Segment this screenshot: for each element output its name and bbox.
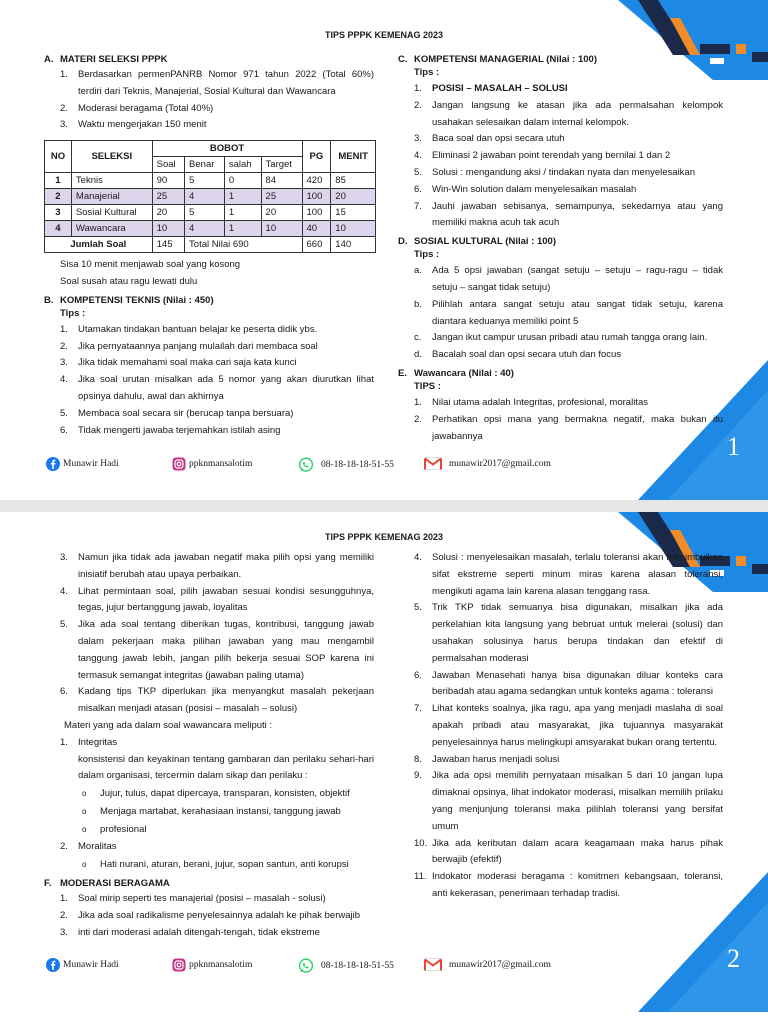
list-item: 2. Perhatikan opsi mana yang bermakna negatif, maka bukan itu jawabannya xyxy=(414,413,723,442)
list-item: o profesional xyxy=(82,824,147,836)
gmail-icon xyxy=(424,958,442,971)
list-item: 2. Moderasi beragama (Total 40%) xyxy=(60,102,214,114)
list-item: o Hati nurani, aturan, berani, jujur, sopan santun, anti korupsi xyxy=(82,858,349,870)
table-row: 1 Teknis 90 5 0 84 420 85 xyxy=(45,173,376,189)
list-item: 1. Integritas xyxy=(60,736,118,748)
list-item: d. Bacalah soal dan opsi secara utuh dan focus xyxy=(414,349,622,361)
list-item: o Menjaga martabat, kerahasiaan instansi, tanggung jawab xyxy=(82,806,341,818)
list-item: 7. Lihat konteks soalnya, jika ragu, apa yang menjadi maslaha di soal apakah pribadi atau masyarakat, jika tujuannya masyarakat penyelesainnya harus melingkupi amsyarakat bukan orang tertentu. xyxy=(414,703,723,748)
right-column xyxy=(398,50,723,445)
section-c-list xyxy=(414,81,723,232)
th-soal: Soal xyxy=(152,157,184,173)
th-menit: MENIT xyxy=(331,141,376,173)
note: Sisa 10 menit menjawab soal yang kosong xyxy=(60,259,241,271)
th-seleksi: SELEKSI xyxy=(71,141,152,173)
list-item: 3. inti dari moderasi adalah ditengah-tengah, tidak ekstreme xyxy=(60,926,320,938)
list-item: 3. Baca soal dan opsi secara utuh xyxy=(414,133,565,145)
left-column xyxy=(44,550,374,941)
footer xyxy=(46,958,606,974)
list-item: 3. Namun jika tidak ada jawaban negatif maka pilih opsi yang memiliki inisiatif berubah atau upaya perbaikan. xyxy=(60,552,374,580)
tips-label: TIPS : xyxy=(414,380,441,392)
th-target: Target xyxy=(261,157,302,173)
gmail-icon xyxy=(424,457,442,470)
list-item: 1. POSISI – MASALAH – SOLUSI xyxy=(414,83,568,94)
list-item: 2. Jika ada soal radikalisme penyelesainnya adalah ke pihak berwajib xyxy=(60,909,361,921)
footer-instagram: ppknmansalotim xyxy=(172,958,252,972)
footer-phone: 08-18-18-18-51-55 xyxy=(298,958,394,974)
th-benar: Benar xyxy=(185,157,225,173)
footer-phone: 08-18-18-18-51-55 xyxy=(298,457,394,473)
footer xyxy=(46,457,606,473)
list-item: b. Pilihlah antara sangat setuju atau sangat tidak setuju, karena diantara keduanya memiliki point 5 xyxy=(414,298,723,327)
list-item: 6. Jawaban Menasehati hanya bisa digunakan diluar konteks cara beribadah atau agama sedangkan untuk konteks agama : toleransi xyxy=(414,669,723,698)
list-item: 4. Solusi : menyelesaikan masalah, terlalu toleransi akan menimbulkan sifat ekstreme seperti minum miras karena alasan toleransi, mengikuti agama lain karena alasan tenggang rasa. xyxy=(414,552,723,597)
list-item: o Jujur, tulus, dapat dipercaya, transparan, konsisten, objektif xyxy=(82,788,350,800)
list-item: c. Jangan ikut campur urusan pribadi atau rumah tangga orang lain. xyxy=(414,332,708,344)
tips-label: Tips : xyxy=(60,307,86,319)
section-a-heading: A. MATERI SELEKSI PPPK xyxy=(44,54,168,65)
list-item: 5. Solusi : mengandung aksi / tindakan nyata dan menyelesaikan xyxy=(414,166,696,178)
footer-email: munawir2017@gmail.com xyxy=(424,958,551,971)
section-f-list xyxy=(60,891,374,941)
moderasi-tips-list xyxy=(414,550,723,903)
section-e-heading: E. Wawancara (Nilai : 40) xyxy=(398,367,514,379)
table-row: 4 Wawancara 10 4 1 10 40 10 xyxy=(45,221,376,237)
materi-list xyxy=(60,735,374,752)
th-bobot: BOBOT xyxy=(152,141,302,157)
list-item: 2. Jika pernyataannya panjang mulailah dari membaca soal xyxy=(60,340,318,352)
page-2 xyxy=(0,512,768,1012)
integritas-bullets xyxy=(82,785,374,839)
table-row: 3 Sosial Kultural 20 5 1 20 100 15 xyxy=(45,205,376,221)
list-item: 3. Waktu mengerjakan 150 menit xyxy=(60,119,207,131)
instagram-icon xyxy=(172,958,186,972)
bobot-table xyxy=(44,140,376,253)
list-item: 6. Kadang tips TKP diperlukan jika menyangkut masalah pekerjaan misalkan menjadi atasan (posisi – masalah – solusi) xyxy=(60,686,374,715)
list-item: 9. Jika ada opsi memilih pernyataan misalkan 5 dari 10 jangan lupa dimaknai opsinya, lihat indokator moderasi, misalkan memilih prilaku yang menjunjung toleransi maka pilihlah toleransi yang bersifat umum xyxy=(414,770,723,832)
left-column xyxy=(44,50,374,439)
section-d-heading: D. SOSIAL KULTURAL (Nilai : 100) xyxy=(398,236,556,248)
list-item: 1. Nilai utama adalah Integritas, profesional, moralitas xyxy=(414,396,648,408)
tips-label: Tips : xyxy=(414,67,440,78)
table-total-row: Jumlah Soal 145 Total Nilai 690 660 140 xyxy=(45,237,376,253)
list-item: 2. Moralitas xyxy=(60,841,117,853)
list-item: 10. Jika ada keributan dalam acara keagamaan maka harus pihak berwajib (efektif) xyxy=(414,837,723,866)
table-row: 2 Manajerial 25 4 1 25 100 20 xyxy=(45,189,376,205)
list-item: 4. Lihat permintaan soal, pilih jawaban sesuai kondisi sesungguhnya, tegas, jujur bertanggung jawab, loyalitas xyxy=(60,585,374,614)
right-column xyxy=(398,550,723,903)
list-item: 1. Utamakan tindakan bantuan belajar ke peserta didik ybs. xyxy=(60,323,318,335)
footer-email: munawir2017@gmail.com xyxy=(424,457,551,470)
footer-instagram: ppknmansalotim xyxy=(172,457,252,471)
th-pg: PG xyxy=(302,141,331,173)
list-item: 8. Jawaban harus menjadi solusi xyxy=(414,753,560,765)
list-item: 6. Tidak mengerti jawaba terjemahkan istilah asing xyxy=(60,424,281,436)
footer-name: Munawir Hadi xyxy=(46,958,119,972)
moralitas-bullets xyxy=(82,856,374,874)
section-c-heading: C. KOMPETENSI MANAGERIAL (Nilai : 100) xyxy=(398,54,597,65)
materi-intro: Materi yang ada dalam soal wawancara meliputi : xyxy=(64,719,273,731)
whatsapp-icon xyxy=(298,958,314,974)
section-e-list xyxy=(414,395,723,445)
section-f-heading: F. MODERASI BERAGAMA xyxy=(44,877,170,889)
note: Soal susah atau ragu lewati dulu xyxy=(60,275,198,287)
list-item: 5. Trik TKP tidak semuanya bisa digunakan, misalkan jika ada perkelahian kita langsung yang bebruat untuk melerai (solusi) dan usahakan solusinya harus berupa tindakan dan efektif di permalsahan moderasi xyxy=(414,602,723,664)
materi-list-2 xyxy=(60,839,374,856)
page-number: 2 xyxy=(727,944,740,973)
list-item: 11. Indokator moderasi beragama : komitmen kebangsaan, toleransi, anti kekerasan, penerimaan terhadap tradisi. xyxy=(414,871,723,899)
page-divider xyxy=(0,500,768,512)
list-item: 1. Soal mirip seperti tes manajerial (posisi – masalah - solusi) xyxy=(60,892,326,904)
whatsapp-icon xyxy=(298,457,314,473)
integritas-desc: konsistensi dan keyakinan tentang gambaran dan perilaku sehari-hari dalam organisasi, tercermin dalam sikap dan perilaku : xyxy=(78,753,374,782)
page-1 xyxy=(0,0,768,500)
section-b-list xyxy=(60,322,374,440)
list-item: 5. Jika ada soal tentang diberikan tugas, kontribusi, tanggung jawab dalam pekerjaan maka pilihan jawaban yang mau mengambil tanggung jawab lebih, jangan pilih bekerja sesuai SOP karena ini termasuk semangat integritas (jawaban paling utama) xyxy=(60,619,374,681)
list-item: 4. Jika soal urutan misalkan ada 5 nomor yang akan diurutkan lihat opsinya dahulu, awal dan akhirnya xyxy=(60,374,374,402)
list-item: 6. Win-Win solution dalam menyelesaikan masalah xyxy=(414,183,637,195)
page-title: TIPS PPPK KEMENAG 2023 xyxy=(324,532,444,542)
list-item: 5. Membaca soal secara sir (berucap tanpa bersuara) xyxy=(60,407,294,419)
facebook-icon xyxy=(46,958,60,972)
wawancara-tips-list xyxy=(60,550,374,718)
list-item: 1. Berdasarkan permenPANRB Nomor 971 tahun 2022 (Total 60%) terdiri dari Teknis, Manajerial, Sosial Kultural dan Wawancara xyxy=(60,69,374,97)
th-no: NO xyxy=(45,141,72,173)
section-b-heading: B. KOMPETENSI TEKNIS (Nilai : 450) xyxy=(44,294,214,306)
list-item: 4. Eliminasi 2 jawaban point terendah yang bernilai 1 dan 2 xyxy=(414,150,671,162)
list-item: a. Ada 5 opsi jawaban (sangat setuju – setuju – ragu-ragu – tidak setuju – sangat tidak setuju) xyxy=(414,265,723,293)
tips-label: Tips : xyxy=(414,249,440,261)
list-item: 3. Jika tidak memahami soal maka cari saja kata kunci xyxy=(60,357,297,369)
section-d-list xyxy=(414,263,723,364)
footer-name: Munawir Hadi xyxy=(46,457,119,471)
facebook-icon xyxy=(46,457,60,471)
section-a-list xyxy=(60,67,374,134)
list-item: 7. Jauhi jawaban sebisanya, semampunya, sekedarnya atau yang memiliki makna acuh tak acuh xyxy=(414,200,723,229)
th-salah: salah xyxy=(224,157,261,173)
page-title: TIPS PPPK KEMENAG 2023 xyxy=(324,30,444,40)
instagram-icon xyxy=(172,457,186,471)
page-number: 1 xyxy=(727,432,740,461)
list-item: 2. Jangan langsung ke atasan jika ada permalsahan kelompok usahakan selesaikan dalam internal kelompok. xyxy=(414,99,723,128)
